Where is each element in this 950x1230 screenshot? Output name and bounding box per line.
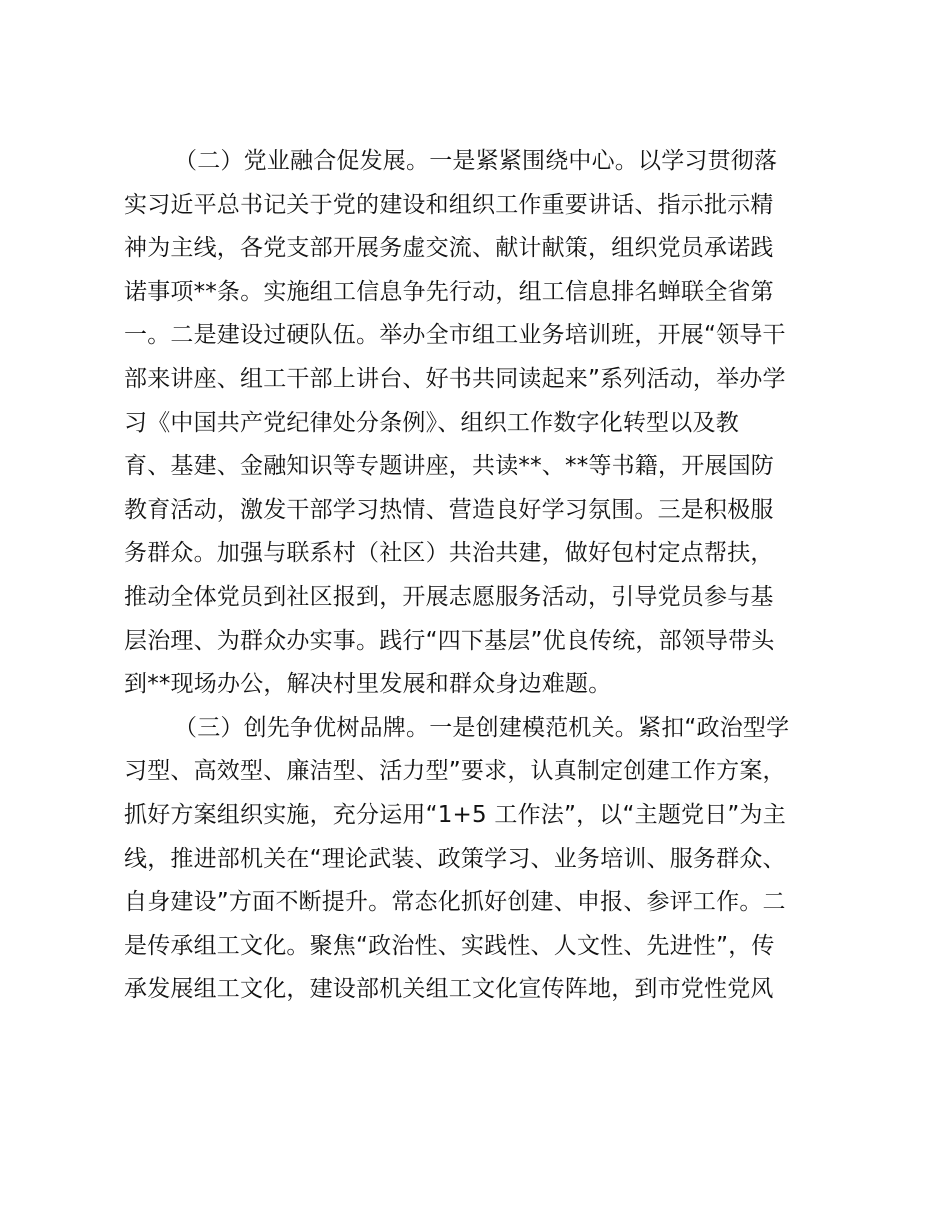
text-line: 习《中国共产党纪律处分条例》、组织工作数字化转型以及教 xyxy=(124,409,739,436)
text-line: 层治理、为群众办实事。践行“四下基层”优良传统，部领导带头 xyxy=(124,627,775,654)
text-line: 自身建设”方面不断提升。常态化抓好创建、申报、参评工作。二 xyxy=(124,889,786,916)
text-line: 一。二是建设过硬队伍。举办全市组工业务培训班，开展“领导干 xyxy=(124,322,786,349)
text-line: 神为主线，各党支部开展务虚交流、献计献策，组织党员承诺践 xyxy=(124,235,774,262)
text-line: 诺事项**条。实施组工信息争先行动，组工信息排名蝉联全省第 xyxy=(124,278,774,305)
text-line: 教育活动，激发干部学习热情、营造良好学习氛围。三是积极服 xyxy=(124,496,774,523)
text-line: 到**现场办公，解决村里发展和群众身边难题。 xyxy=(124,671,612,698)
text-line: 承发展组工文化，建设部机关组工文化宣传阵地，到市党性党风 xyxy=(124,976,774,1003)
text-line: （三）创先争优树品牌。一是创建模范机关。紧扣“政治型学 xyxy=(174,714,790,741)
text-line: 是传承组工文化。聚焦“政治性、实践性、人文性、先进性”，传 xyxy=(124,932,775,959)
text-line: 务群众。加强与联系村（社区）共治共建，做好包村定点帮扶， xyxy=(124,540,774,567)
text-line: 线，推进部机关在“理论武装、政策学习、业务培训、服务群众、 xyxy=(124,845,786,872)
text-line: 推动全体党员到社区报到，开展志愿服务活动，引导党员参与基 xyxy=(124,583,774,610)
text-line: 习型、高效型、廉洁型、活力型”要求，认真制定创建工作方案， xyxy=(124,758,786,785)
text-line: （二）党业融合促发展。一是紧紧围绕中心。以学习贯彻落 xyxy=(174,148,778,174)
text-line: 抓好方案组织实施，充分运用“1+5 工作法”，以“主题党日”为主 xyxy=(124,801,786,828)
text-line: 实习近平总书记关于党的建设和组织工作重要讲话、指示批示精 xyxy=(124,191,774,218)
text-line: 育、基建、金融知识等专题讲座，共读**、**等书籍，开展国防 xyxy=(124,453,774,480)
text-line: 部来讲座、组工干部上讲台、好书共同读起来”系列活动，举办学 xyxy=(124,365,786,392)
document-body xyxy=(124,140,844,1012)
